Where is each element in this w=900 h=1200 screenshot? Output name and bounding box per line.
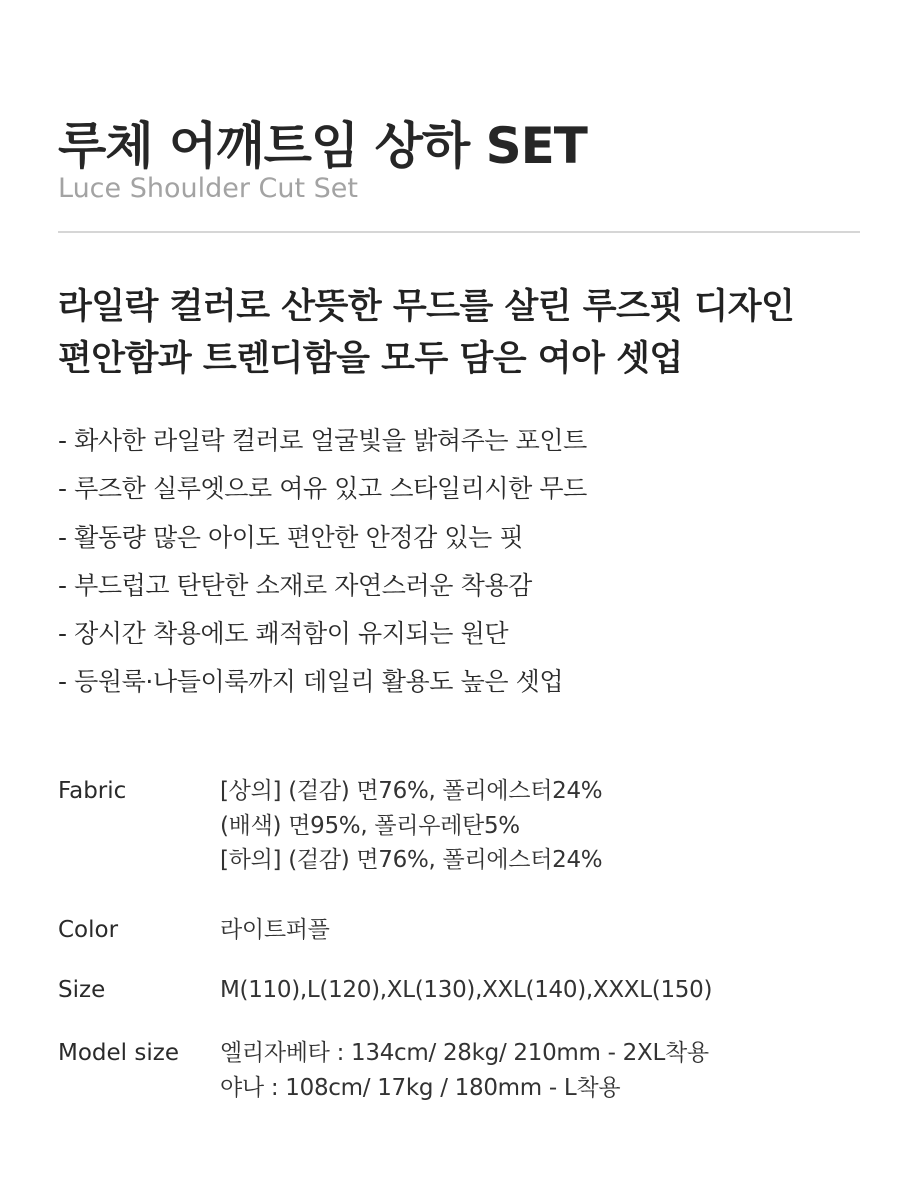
size-value-text: M(110),L(120),XL(130),XXL(140),XXXL(150) xyxy=(220,977,713,1003)
fabric-value xyxy=(220,774,602,878)
feature-point: - 루즈한 실루엣으로 여유 있고 스타일리시한 무드 xyxy=(58,474,587,504)
feature-point: - 등원룩·나들이룩까지 데일리 활용도 높은 셋업 xyxy=(58,667,564,697)
model-size-line: 엘리자베타 : 134cm/ 28kg/ 210mm - 2XL착용 xyxy=(220,1040,709,1066)
headline-line: 라일락 컬러로 산뜻한 무드를 살린 루즈핏 디자인 xyxy=(58,287,795,327)
feature-point: - 활동량 많은 아이도 편안한 안정감 있는 핏 xyxy=(58,522,524,552)
headline-line: 편안함과 트렌디함을 모두 담은 여아 셋업 xyxy=(58,339,683,379)
model-size-value xyxy=(220,1036,709,1105)
color-label: Color xyxy=(58,917,119,943)
feature-point: - 화사한 라일락 컬러로 얼굴빛을 밝혀주는 포인트 xyxy=(58,426,587,455)
feature-points-list xyxy=(58,417,587,707)
feature-point: - 장시간 착용에도 쾌적함이 유지되는 원단 xyxy=(58,619,509,649)
product-subtitle: Luce Shoulder Cut Set xyxy=(58,173,359,204)
fabric-line: [상의] (겉감) 면76%, 폴리에스터24% xyxy=(220,778,603,804)
product-title: 루체 어깨트임 상하 SET xyxy=(58,117,587,175)
fabric-line: [하의] (겉감) 면76%, 폴리에스터24% xyxy=(220,847,603,873)
feature-point: - 부드럽고 탄탄한 소재로 자연스러운 착용감 xyxy=(58,570,532,600)
fabric-line: (배색) 면95%, 폴리우레탄5% xyxy=(220,812,520,839)
fabric-label: Fabric xyxy=(58,778,127,804)
model-size-line: 야나 : 108cm/ 17kg / 180mm - L착용 xyxy=(220,1074,621,1101)
size-value xyxy=(220,973,712,1008)
section-divider xyxy=(58,231,860,233)
model-size-label: Model size xyxy=(58,1040,179,1066)
color-value-text: 라이트퍼플 xyxy=(220,917,330,943)
headline xyxy=(58,281,794,385)
size-label: Size xyxy=(58,977,106,1003)
color-value xyxy=(220,913,330,948)
